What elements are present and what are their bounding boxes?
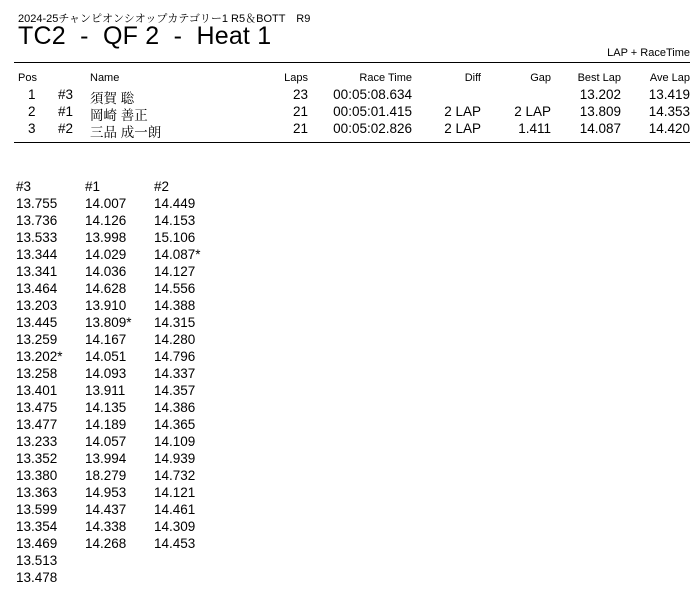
results-header-row <box>0 72 700 87</box>
lap-time: 13.469 <box>16 536 58 551</box>
lap-time: 14.939 <box>154 451 196 466</box>
table-bottom-rule <box>14 142 690 143</box>
title-sep-2: - <box>173 22 183 50</box>
lap-time: 13.202* <box>16 349 63 364</box>
lap-time: 13.258 <box>16 366 58 381</box>
lap-time: 13.533 <box>16 230 58 245</box>
car-number-cell: #1 <box>58 104 74 119</box>
ave-lap-cell: 14.353 <box>648 104 690 119</box>
diff-cell: 2 LAP <box>444 121 481 136</box>
col-ave-lap: Ave Lap <box>649 72 690 84</box>
laps-cell: 21 <box>292 104 308 119</box>
lap-time: 14.093 <box>85 366 127 381</box>
lap-time: 14.280 <box>154 332 196 347</box>
lap-time: 13.401 <box>16 383 58 398</box>
lap-column <box>16 178 86 586</box>
car-number-cell: #2 <box>58 121 74 136</box>
lap-time: 13.445 <box>16 315 58 330</box>
lap-time: 14.449 <box>154 196 196 211</box>
lap-time: 14.365 <box>154 417 196 432</box>
table-row <box>0 121 700 138</box>
pos-cell: 1 <box>28 87 36 102</box>
lap-time: 14.268 <box>85 536 127 551</box>
lap-time: 14.556 <box>154 281 196 296</box>
ave-lap-cell: 13.419 <box>648 87 690 102</box>
event-subtitle: 2024-25チャンピオンシオップカテゴリー1 R5＆BOTT R9 <box>18 13 311 25</box>
gap-cell: 2 LAP <box>514 104 551 119</box>
table-row <box>0 104 700 121</box>
pos-cell: 3 <box>28 121 36 136</box>
lap-time: 13.233 <box>16 434 58 449</box>
driver-name-cell: 須賀 聡 <box>90 91 135 106</box>
ave-lap-cell: 14.420 <box>648 121 690 136</box>
lap-time: 14.732 <box>154 468 196 483</box>
lap-time: 13.464 <box>16 281 58 296</box>
lap-time: 14.153 <box>154 213 196 228</box>
lap-time: 13.998 <box>85 230 127 245</box>
lap-time: 13.478 <box>16 570 58 585</box>
lap-column-header: #3 <box>16 179 32 194</box>
lap-time: 13.363 <box>16 485 58 500</box>
lap-column-header: #2 <box>154 179 170 194</box>
gap-cell: 1.411 <box>518 121 551 136</box>
race-time-cell: 00:05:01.415 <box>333 104 412 119</box>
results-table <box>0 72 700 138</box>
driver-name-cell: 岡崎 善正 <box>90 108 148 123</box>
diff-cell: 2 LAP <box>444 104 481 119</box>
lap-time: 14.386 <box>154 400 196 415</box>
lap-time: 18.279 <box>85 468 127 483</box>
laps-cell: 21 <box>292 121 308 136</box>
lap-time: 14.453 <box>154 536 196 551</box>
lap-time: 13.259 <box>16 332 58 347</box>
title-heat: Heat 1 <box>196 22 272 50</box>
lap-time: 14.796 <box>154 349 196 364</box>
col-laps: Laps <box>284 72 308 84</box>
col-diff: Diff <box>464 72 481 84</box>
lap-time: 13.344 <box>16 247 58 262</box>
race-time-cell: 00:05:02.826 <box>333 121 412 136</box>
page-title <box>18 22 271 51</box>
lap-time: 13.809* <box>85 315 132 330</box>
lap-time: 14.007 <box>85 196 127 211</box>
best-lap-cell: 13.202 <box>579 87 621 102</box>
lap-time: 14.315 <box>154 315 196 330</box>
lap-time: 13.755 <box>16 196 58 211</box>
table-row <box>0 87 700 104</box>
driver-name-cell: 三品 成一朗 <box>90 125 162 140</box>
lap-time: 14.357 <box>154 383 196 398</box>
lap-time: 14.309 <box>154 519 196 534</box>
lap-time: 13.380 <box>16 468 58 483</box>
lap-time: 13.599 <box>16 502 58 517</box>
pos-cell: 2 <box>28 104 36 119</box>
col-gap: Gap <box>530 72 551 84</box>
lap-time: 14.029 <box>85 247 127 262</box>
best-lap-cell: 14.087 <box>579 121 621 136</box>
lap-time: 13.341 <box>16 264 58 279</box>
lap-time: 15.106 <box>154 230 196 245</box>
lap-time: 14.167 <box>85 332 127 347</box>
lap-column <box>85 178 155 552</box>
lap-time: 13.910 <box>85 298 127 313</box>
lap-time: 14.953 <box>85 485 127 500</box>
lap-time: 14.628 <box>85 281 127 296</box>
report-mode: LAP + RaceTime <box>607 47 690 59</box>
lap-time: 13.203 <box>16 298 58 313</box>
lap-time: 14.337 <box>154 366 196 381</box>
best-lap-cell: 13.809 <box>579 104 621 119</box>
lap-time: 14.338 <box>85 519 127 534</box>
lap-column <box>154 178 224 552</box>
lap-time: 14.051 <box>85 349 127 364</box>
lap-time: 14.189 <box>85 417 127 432</box>
lap-time: 14.109 <box>154 434 196 449</box>
lap-time: 13.477 <box>16 417 58 432</box>
col-pos: Pos <box>18 72 37 84</box>
title-class: TC2 <box>18 22 66 50</box>
lap-time: 14.135 <box>85 400 127 415</box>
laps-cell: 23 <box>292 87 308 102</box>
lap-time: 14.388 <box>154 298 196 313</box>
title-sep-1: - <box>80 22 89 50</box>
lap-time: 14.461 <box>154 502 196 517</box>
col-name: Name <box>90 72 120 84</box>
table-top-rule <box>14 62 690 63</box>
lap-time: 14.127 <box>154 264 196 279</box>
race-time-cell: 00:05:08.634 <box>333 87 412 102</box>
lap-time: 13.911 <box>85 383 126 398</box>
lap-time: 14.437 <box>85 502 127 517</box>
lap-time: 14.126 <box>85 213 127 228</box>
lap-time: 14.087* <box>154 247 201 262</box>
lap-time: 14.057 <box>85 434 127 449</box>
title-round: QF 2 <box>102 22 160 50</box>
lap-time: 13.994 <box>85 451 127 466</box>
lap-time: 13.475 <box>16 400 58 415</box>
lap-time: 14.036 <box>85 264 127 279</box>
lap-time: 13.352 <box>16 451 58 466</box>
col-best-lap: Best Lap <box>577 72 621 84</box>
lap-time: 14.121 <box>154 485 196 500</box>
lap-time: 13.736 <box>16 213 58 228</box>
lap-column-header: #1 <box>85 179 101 194</box>
lap-time: 13.354 <box>16 519 58 534</box>
car-number-cell: #3 <box>58 87 74 102</box>
col-race-time: Race Time <box>359 72 412 84</box>
lap-time: 13.513 <box>16 553 58 568</box>
